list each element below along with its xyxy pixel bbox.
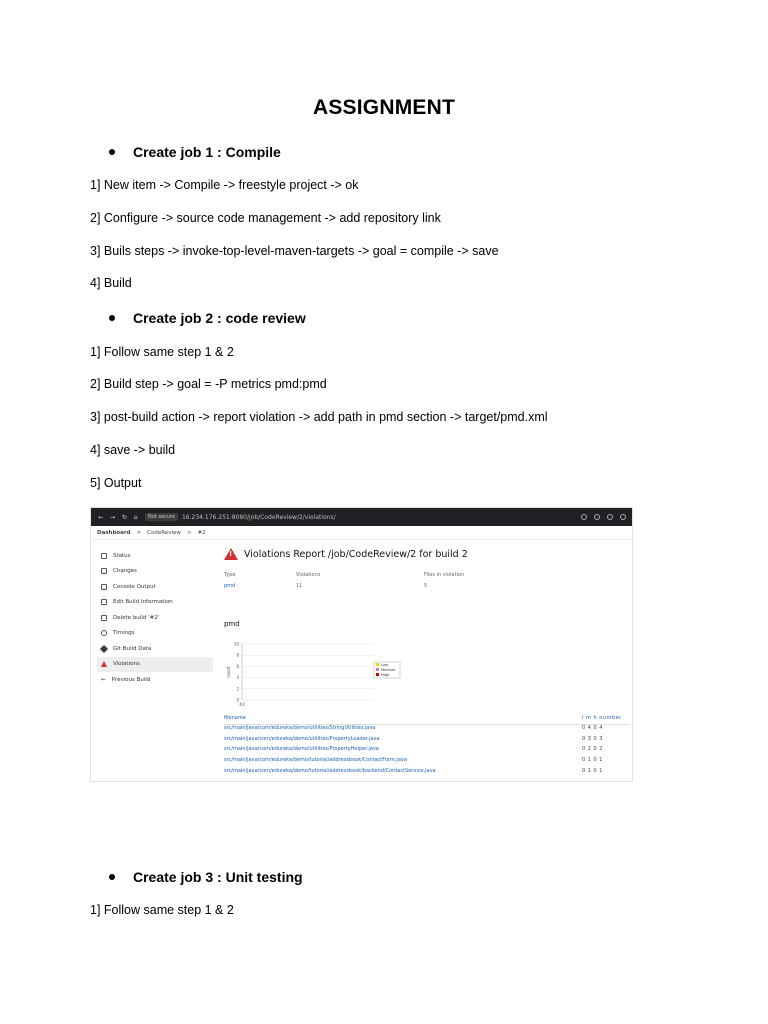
sidebar-label: Status <box>113 552 131 559</box>
file-counts: 0 4 0 4 <box>582 725 603 731</box>
section-heading-job2 <box>109 310 306 326</box>
step-line: 5] Output <box>90 476 142 490</box>
file-link[interactable]: src/main/java/com/edureka/demo/utilities/PropertyHelper.java <box>224 746 379 753</box>
table-cell-link[interactable]: pmd <box>224 583 236 589</box>
y-tick-label: 10 <box>233 641 239 647</box>
step-line: 2] Configure -> source code management -> add repository link <box>90 211 441 225</box>
y-tick-label: 2 <box>236 686 239 692</box>
legend-label: Low <box>381 663 389 667</box>
y-tick-label: 4 <box>236 675 239 681</box>
not-secure-badge: Not secure <box>145 513 178 521</box>
heading-text: Create job 2 : code review <box>133 310 306 326</box>
chart-title: pmd <box>224 620 240 628</box>
heading-text: Create job 1 : Compile <box>133 144 281 160</box>
file-row <box>224 725 629 736</box>
file-link[interactable]: src/main/java/com/edureka/demo/utilities/StringUtilities.java <box>224 725 376 731</box>
legend-swatch <box>376 663 379 666</box>
file-row <box>224 757 629 768</box>
sidebar-item-git[interactable] <box>97 641 213 657</box>
step-line: 1] Follow same step 1 & 2 <box>90 345 234 359</box>
sidebar-item-edit[interactable] <box>97 595 213 611</box>
sidebar-label: Timings <box>113 630 135 637</box>
sidebar-item-changes[interactable] <box>97 564 213 580</box>
count-headers: l m h number <box>582 715 622 721</box>
profile-icon[interactable] <box>607 514 613 520</box>
legend-label: High <box>381 673 390 677</box>
output-screenshot <box>90 507 633 782</box>
clock-icon <box>101 630 107 636</box>
step-line: 3] post-build action -> report violation -> add path in pmd section -> target/pmd.xml <box>90 410 548 424</box>
warning-icon <box>101 661 107 667</box>
file-row <box>224 768 629 779</box>
step-line: 1] Follow same step 1 & 2 <box>90 903 234 917</box>
breadcrumb-item[interactable]: #2 <box>197 529 206 536</box>
document-icon <box>101 553 107 559</box>
bullet-icon <box>109 149 115 155</box>
star-icon[interactable] <box>581 514 587 520</box>
sidebar-label: Changes <box>113 568 137 575</box>
sidebar-item-violations[interactable] <box>97 657 213 673</box>
git-icon <box>100 645 108 653</box>
y-axis-label: count <box>226 666 231 678</box>
section-heading-job1 <box>109 144 281 160</box>
y-tick-label: 0 <box>236 697 239 703</box>
table-header: Type <box>224 572 236 578</box>
sidebar-label: Violations <box>113 661 140 668</box>
step-line: 3] Buils steps -> invoke-top-level-maven-targets -> goal = compile -> save <box>90 244 499 258</box>
home-icon[interactable]: ⌂ <box>133 513 138 521</box>
report-header <box>224 548 629 560</box>
heading-text: Create job 3 : Unit testing <box>133 869 303 885</box>
sidebar-item-previous[interactable] <box>97 672 213 688</box>
filename-header: filename <box>224 715 246 721</box>
file-row <box>224 746 629 757</box>
browser-tools <box>581 514 632 520</box>
table-header: Files in violation <box>424 572 465 578</box>
edit-icon <box>101 599 107 605</box>
code-icon <box>101 568 107 574</box>
terminal-icon <box>101 584 107 590</box>
report-title: Violations Report /job/CodeReview/2 for build 2 <box>244 548 468 560</box>
file-link[interactable]: src/main/java/com/edureka/demo/tutorial/addressbook/ContactForm.java <box>224 757 407 764</box>
sidebar-label: Delete build '#2' <box>113 614 160 621</box>
violations-main <box>224 548 629 774</box>
file-counts: 0 1 0 1 <box>582 757 603 764</box>
sidebar-label: Console Output <box>113 583 156 590</box>
reload-icon[interactable]: ↻ <box>121 513 127 521</box>
y-tick-label: 8 <box>236 652 239 658</box>
warning-icon <box>224 548 238 560</box>
breadcrumb-item[interactable]: Dashboard <box>97 529 131 536</box>
step-line: 4] Build <box>90 276 132 290</box>
pmd-chart <box>224 638 424 718</box>
address-bar[interactable] <box>145 513 336 521</box>
file-counts: 0 1 0 1 <box>582 767 603 774</box>
breadcrumb-sep: > <box>136 529 142 536</box>
sidebar-label: Git Build Data <box>113 645 152 652</box>
table-header: Violations <box>296 572 321 578</box>
bullet-icon <box>109 874 115 880</box>
step-line: 2] Build step -> goal = -P metrics pmd:pmd <box>90 377 327 391</box>
legend-label: Medium <box>381 668 396 672</box>
breadcrumb-sep: > <box>186 529 192 536</box>
sidebar-label: Edit Build Information <box>113 599 173 606</box>
file-counts: 0 2 0 2 <box>582 746 603 753</box>
arrow-left-icon: ← <box>101 676 106 683</box>
jenkins-sidebar <box>97 548 213 688</box>
file-counts: 0 3 0 3 <box>582 735 603 742</box>
breadcrumb <box>91 526 632 540</box>
breadcrumb-item[interactable]: CodeReview <box>147 529 181 536</box>
file-list <box>224 715 629 778</box>
table-cell: 5 <box>424 583 428 589</box>
url-text: 16.234.176.251:8080/job/CodeReview/2/violations/ <box>181 513 336 521</box>
menu-icon[interactable] <box>620 514 626 520</box>
table-cell: 11 <box>296 583 303 589</box>
step-line: 1] New item -> Compile -> freestyle project -> ok <box>90 178 359 192</box>
sidebar-item-status[interactable] <box>97 548 213 564</box>
legend-swatch <box>376 668 379 671</box>
back-icon[interactable]: ← <box>98 513 104 521</box>
file-link[interactable]: src/main/java/com/edureka/demo/utilities/PropertyLoader.java <box>224 735 380 742</box>
trash-icon <box>101 615 107 621</box>
step-line: 4] save -> build <box>90 443 176 457</box>
sidebar-label: Previous Build <box>111 676 151 683</box>
browser-toolbar <box>91 508 632 526</box>
browser-nav <box>91 514 141 521</box>
forward-icon[interactable]: → <box>110 513 116 521</box>
file-link[interactable]: src/main/java/com/edureka/demo/tutorial/addressbook/backend/ContactService.java <box>224 767 436 774</box>
sidebar-item-console[interactable] <box>97 579 213 595</box>
file-list-header <box>224 715 629 725</box>
violations-table <box>224 572 629 594</box>
section-heading-job3 <box>109 869 303 885</box>
sidebar-item-timings[interactable] <box>97 626 213 642</box>
x-tick-label: #2 <box>239 702 245 707</box>
sidebar-item-delete[interactable] <box>97 610 213 626</box>
file-row <box>224 736 629 747</box>
bullet-icon <box>109 315 115 321</box>
extension-icon[interactable] <box>594 514 600 520</box>
page-title: ASSIGNMENT <box>312 96 455 119</box>
y-tick-label: 6 <box>236 663 239 669</box>
legend-swatch <box>376 673 379 676</box>
